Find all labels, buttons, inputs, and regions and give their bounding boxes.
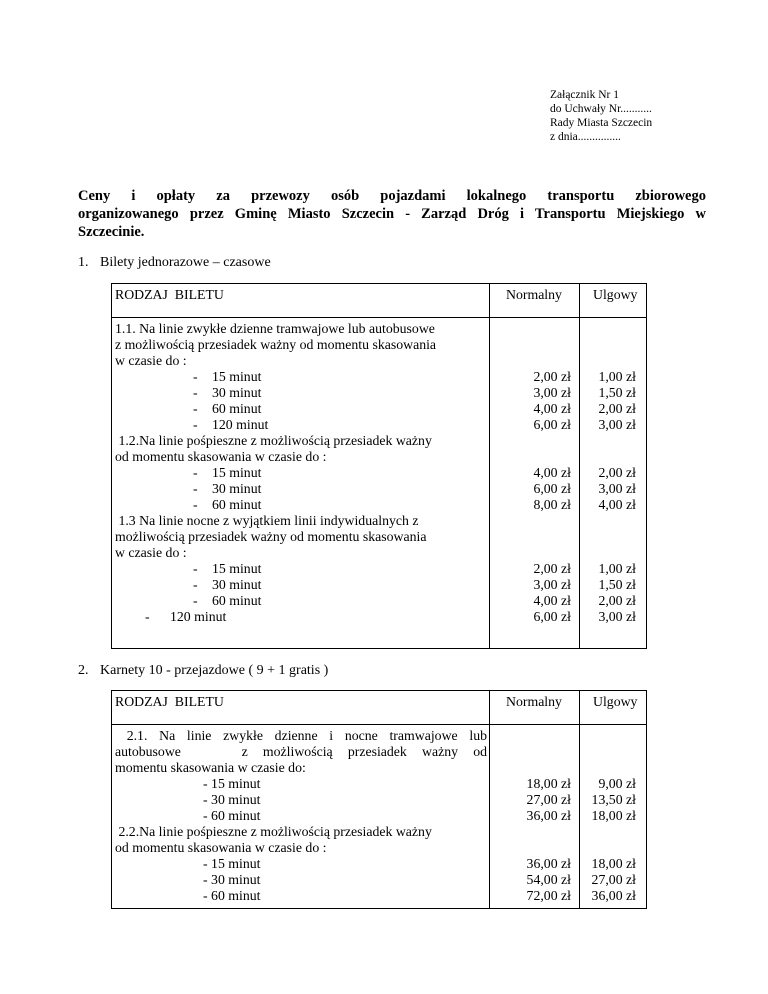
price-reduced: 27,00 zł bbox=[591, 872, 636, 887]
table-header-row bbox=[112, 691, 647, 725]
price-reduced bbox=[580, 529, 636, 545]
list-item: - 60 minut bbox=[203, 808, 261, 823]
price-reduced: 3,00 zł bbox=[598, 609, 636, 624]
list-item: - 60 minut bbox=[203, 888, 261, 903]
list-item: - 15 minut bbox=[193, 561, 262, 576]
price-normal: 72,00 zł bbox=[526, 888, 571, 903]
price-normal: 36,00 zł bbox=[526, 808, 571, 823]
column-header-normal: Normalny bbox=[506, 694, 562, 709]
price-normal: 18,00 zł bbox=[526, 776, 571, 791]
list-item: - 60 minut bbox=[193, 593, 262, 608]
document-title bbox=[78, 187, 706, 241]
ticket-description: od momentu skasowania w czasie do : bbox=[115, 840, 327, 855]
table-header-row bbox=[112, 284, 647, 318]
column-header-reduced: Ulgowy bbox=[593, 694, 638, 709]
list-item: - 30 minut bbox=[203, 792, 261, 807]
list-item: - 15 minut bbox=[193, 465, 262, 480]
annex-note bbox=[550, 88, 652, 144]
price-reduced bbox=[580, 337, 636, 353]
price-reduced bbox=[580, 433, 636, 449]
table-body-row bbox=[112, 725, 647, 909]
price-reduced: 1,50 zł bbox=[598, 577, 636, 592]
annex-line: z dnia............... bbox=[550, 131, 621, 143]
price-reduced: 13,50 zł bbox=[591, 792, 636, 807]
price-normal: 6,00 zł bbox=[533, 417, 571, 432]
price-normal bbox=[490, 529, 571, 545]
price-reduced: 2,00 zł bbox=[598, 465, 636, 480]
ticket-description: autobusowe z możliwością przesiadek ważny od bbox=[115, 744, 487, 759]
price-normal: 3,00 zł bbox=[533, 385, 571, 400]
annex-line: Rady Miasta Szczecin bbox=[550, 117, 653, 129]
ticket-description: w czasie do : bbox=[115, 353, 187, 368]
price-normal bbox=[490, 760, 571, 776]
normal-price-column bbox=[490, 318, 579, 625]
price-normal: 2,00 zł bbox=[533, 561, 571, 576]
price-normal: 6,00 zł bbox=[533, 609, 571, 624]
price-normal bbox=[490, 728, 571, 744]
annex-line: do Uchwały Nr........... bbox=[550, 103, 652, 115]
price-reduced: 18,00 zł bbox=[591, 856, 636, 871]
section-number: 1. bbox=[78, 255, 89, 270]
section-2-heading bbox=[78, 663, 328, 679]
price-normal: 54,00 zł bbox=[526, 872, 571, 887]
title-line: Szczecinie. bbox=[78, 224, 145, 240]
list-item: - 30 minut bbox=[193, 385, 262, 400]
price-normal bbox=[490, 353, 571, 369]
price-reduced: 18,00 zł bbox=[591, 808, 636, 823]
price-normal: 8,00 zł bbox=[533, 497, 571, 512]
reduced-price-column bbox=[580, 318, 646, 625]
price-normal bbox=[490, 321, 571, 337]
ticket-description: w czasie do : bbox=[115, 545, 187, 560]
section-title: Bilety jednorazowe – czasowe bbox=[100, 255, 271, 270]
ticket-description: 1.2.Na linie pośpieszne z możliwością przesiadek ważny bbox=[115, 433, 432, 448]
price-normal: 3,00 zł bbox=[533, 577, 571, 592]
price-normal bbox=[490, 840, 571, 856]
ticket-description: 1.1. Na linie zwykłe dzienne tramwajowe lub autobusowe bbox=[115, 321, 435, 336]
price-reduced: 9,00 zł bbox=[598, 776, 636, 791]
list-item: - 15 minut bbox=[203, 856, 261, 871]
column-header-reduced: Ulgowy bbox=[593, 287, 638, 302]
price-reduced: 36,00 zł bbox=[591, 888, 636, 903]
price-normal: 27,00 zł bbox=[526, 792, 571, 807]
price-reduced bbox=[580, 449, 636, 465]
ticket-description: momentu skasowania w czasie do: bbox=[115, 760, 306, 775]
title-line: organizowanego przez Gminę Miasto Szczecin - Zarząd Dróg i Transportu Miejskiego w bbox=[78, 206, 706, 222]
price-reduced: 2,00 zł bbox=[598, 401, 636, 416]
list-item: - 120 minut bbox=[145, 609, 227, 624]
price-reduced bbox=[580, 744, 636, 760]
list-item: - 30 minut bbox=[203, 872, 261, 887]
price-normal bbox=[490, 433, 571, 449]
price-normal bbox=[490, 449, 571, 465]
price-normal: 6,00 zł bbox=[533, 481, 571, 496]
price-normal: 36,00 zł bbox=[526, 856, 571, 871]
section-1-heading bbox=[78, 255, 271, 271]
price-reduced: 3,00 zł bbox=[598, 417, 636, 432]
price-reduced: 1,00 zł bbox=[598, 369, 636, 384]
price-reduced bbox=[580, 760, 636, 776]
price-reduced bbox=[580, 824, 636, 840]
list-item: - 60 minut bbox=[193, 401, 262, 416]
price-reduced: 4,00 zł bbox=[598, 497, 636, 512]
price-reduced bbox=[580, 840, 636, 856]
single-tickets-table bbox=[111, 283, 647, 649]
reduced-price-column bbox=[580, 725, 646, 904]
price-reduced bbox=[580, 353, 636, 369]
list-item: - 15 minut bbox=[193, 369, 262, 384]
price-normal: 4,00 zł bbox=[533, 465, 571, 480]
price-reduced: 1,00 zł bbox=[598, 561, 636, 576]
table-body-row bbox=[112, 318, 647, 649]
column-header-type: RODZAJ BILETU bbox=[115, 694, 224, 709]
price-reduced bbox=[580, 728, 636, 744]
price-reduced bbox=[580, 545, 636, 561]
list-item: - 30 minut bbox=[193, 577, 262, 592]
ticket-description: 2.1. Na linie zwykłe dzienne i nocne tramwajowe lub bbox=[115, 728, 487, 743]
ticket-description: od momentu skasowania w czasie do : bbox=[115, 449, 327, 464]
price-reduced: 2,00 zł bbox=[598, 593, 636, 608]
price-normal bbox=[490, 337, 571, 353]
ticket-description: możliwością przesiadek ważny od momentu skasowania bbox=[115, 529, 427, 544]
ticket-description: 2.2.Na linie pośpieszne z możliwością przesiadek ważny bbox=[115, 824, 432, 839]
price-normal: 4,00 zł bbox=[533, 401, 571, 416]
ticket-description: z możliwością przesiadek ważny od momentu skasowania bbox=[115, 337, 437, 352]
list-item: - 120 minut bbox=[193, 417, 269, 432]
price-normal bbox=[490, 513, 571, 529]
column-header-normal: Normalny bbox=[506, 287, 562, 302]
carnet-tickets-table bbox=[111, 690, 647, 909]
annex-line: Załącznik Nr 1 bbox=[550, 89, 619, 101]
price-normal bbox=[490, 824, 571, 840]
list-item: - 30 minut bbox=[193, 481, 262, 496]
price-normal bbox=[490, 545, 571, 561]
column-header-type: RODZAJ BILETU bbox=[115, 287, 224, 302]
section-title: Karnety 10 - przejazdowe ( 9 + 1 gratis ) bbox=[100, 663, 329, 678]
ticket-description: 1.3 Na linie nocne z wyjątkiem linii indywidualnych z bbox=[115, 513, 419, 528]
list-item: - 15 minut bbox=[203, 776, 261, 791]
price-normal bbox=[490, 744, 571, 760]
price-reduced bbox=[580, 321, 636, 337]
price-reduced: 1,50 zł bbox=[598, 385, 636, 400]
price-reduced bbox=[580, 513, 636, 529]
title-line: Ceny i opłaty za przewozy osób pojazdami lokalnego transportu zbiorowego bbox=[78, 188, 706, 204]
list-item: - 60 minut bbox=[193, 497, 262, 512]
normal-price-column bbox=[490, 725, 579, 904]
price-normal: 2,00 zł bbox=[533, 369, 571, 384]
price-reduced: 3,00 zł bbox=[598, 481, 636, 496]
section-number: 2. bbox=[78, 663, 89, 678]
price-normal: 4,00 zł bbox=[533, 593, 571, 608]
